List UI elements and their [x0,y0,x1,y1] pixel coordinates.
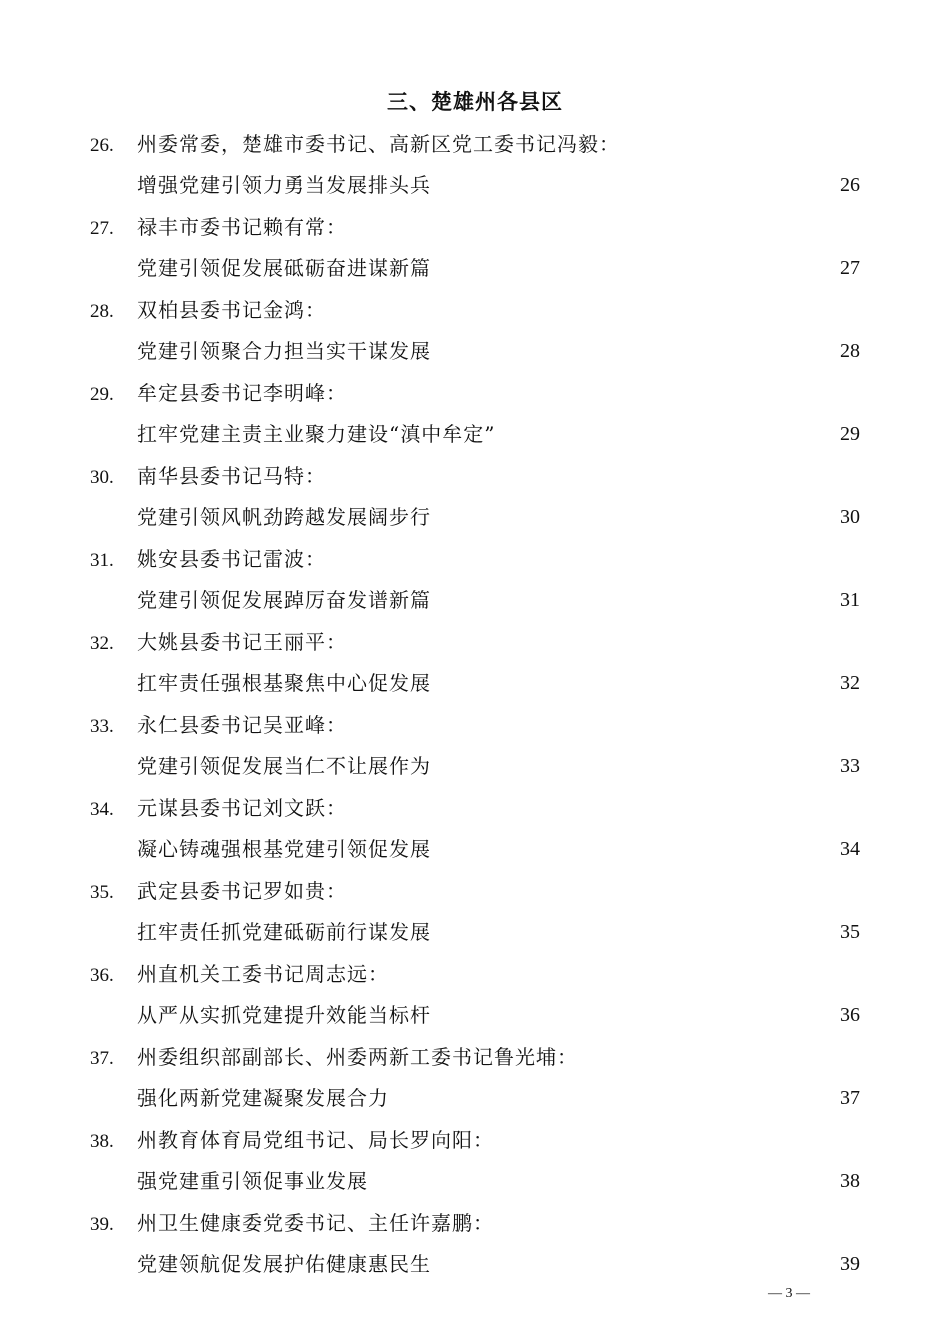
toc-entry-heading [90,1128,494,1154]
toc-entry-number: 28. [90,301,114,322]
toc-entry-title-line[interactable] [137,1169,860,1193]
toc-entry-number: 27. [90,218,114,239]
toc-entry-heading [90,298,326,324]
toc-entry-title-line[interactable] [137,837,860,861]
toc-entry-author: 州教育体育局党组书记、局长罗向阳： [137,1128,494,1152]
section-title: 三、楚雄州各县区 [387,90,563,114]
toc-entry-title-line[interactable] [137,1252,860,1276]
toc-entry [0,126,950,209]
toc-entry-heading [90,630,347,656]
toc-entry-title-line[interactable] [137,256,860,280]
toc-entry-title: 扛牢责任强根基聚焦中心促发展 [137,671,431,695]
toc-entry-page-number: 27 [840,257,860,279]
toc-entry [0,873,950,956]
table-of-contents [0,126,950,1288]
toc-entry-title-line[interactable] [137,754,860,778]
toc-entry-author: 州委组织部副部长、州委两新工委书记鲁光埔： [137,1045,578,1069]
toc-entry-heading [90,381,347,407]
toc-entry-heading [90,132,620,158]
toc-entry [0,541,950,624]
toc-entry-heading [90,879,347,905]
toc-entry-title: 强党建重引领促事业发展 [137,1169,368,1193]
toc-entry-title: 党建引领聚合力担当实干谋发展 [137,339,431,363]
toc-entry [0,707,950,790]
toc-entry-author: 州直机关工委书记周志远： [137,962,389,986]
toc-entry-number: 26. [90,135,114,156]
toc-entry-page-number: 39 [840,1253,860,1275]
toc-entry-heading [90,962,389,988]
toc-entry-title-line[interactable] [137,588,860,612]
toc-entry-title: 党建领航促发展护佑健康惠民生 [137,1252,431,1276]
toc-entry-page-number: 28 [840,340,860,362]
toc-entry-title: 强化两新党建凝聚发展合力 [137,1086,389,1110]
toc-entry-author: 州委常委，楚雄市委书记、高新区党工委书记冯毅： [137,132,620,156]
toc-entry-title-line[interactable] [137,920,860,944]
toc-entry-heading [90,547,326,573]
toc-entry-author: 元谋县委书记刘文跃： [137,796,347,820]
toc-entry-title: 扛牢党建主责主业聚力建设“滇中牟定” [137,422,496,446]
toc-entry-page-number: 33 [840,755,860,777]
toc-entry-page-number: 32 [840,672,860,694]
toc-entry-author: 双柏县委书记金鸿： [137,298,326,322]
toc-entry-title: 党建引领促发展当仁不让展作为 [137,754,431,778]
toc-entry-page-number: 37 [840,1087,860,1109]
toc-entry [0,624,950,707]
toc-entry-title: 党建引领促发展踔厉奋发谱新篇 [137,588,431,612]
toc-entry-page-number: 38 [840,1170,860,1192]
toc-entry-number: 36. [90,965,114,986]
toc-entry-heading [90,796,347,822]
toc-entry-number: 35. [90,882,114,903]
toc-entry-heading [90,464,326,490]
toc-entry-page-number: 36 [840,1004,860,1026]
toc-entry-page-number: 30 [840,506,860,528]
toc-entry [0,458,950,541]
toc-entry [0,956,950,1039]
toc-entry [0,790,950,873]
toc-entry-title: 从严从实抓党建提升效能当标杆 [137,1003,431,1027]
toc-entry [0,1122,950,1205]
toc-entry-number: 31. [90,550,114,571]
toc-entry [0,1205,950,1288]
toc-entry-author: 禄丰市委书记赖有常： [137,215,347,239]
toc-entry-number: 30. [90,467,114,488]
toc-entry-heading [90,215,347,241]
toc-entry-title-line[interactable] [137,1003,860,1027]
toc-entry-number: 33. [90,716,114,737]
toc-entry-page-number: 26 [840,174,860,196]
toc-entry-title: 扛牢责任抓党建砥砺前行谋发展 [137,920,431,944]
toc-entry-author: 南华县委书记马特： [137,464,326,488]
toc-entry-title-line[interactable] [137,1086,860,1110]
toc-entry-heading [90,713,347,739]
toc-entry-title: 凝心铸魂强根基党建引领促发展 [137,837,431,861]
toc-entry-title-line[interactable] [137,422,860,446]
toc-entry-heading [90,1211,494,1237]
toc-entry-page-number: 31 [840,589,860,611]
toc-entry [0,375,950,458]
toc-entry-heading [90,1045,578,1071]
toc-entry-number: 32. [90,633,114,654]
toc-entry-title-line[interactable] [137,505,860,529]
toc-entry-title-line[interactable] [137,671,860,695]
toc-entry-author: 永仁县委书记吴亚峰： [137,713,347,737]
toc-entry-number: 39. [90,1214,114,1235]
toc-entry [0,1039,950,1122]
toc-entry-title: 党建引领风帆劲跨越发展阔步行 [137,505,431,529]
toc-entry-author: 牟定县委书记李明峰： [137,381,347,405]
toc-entry-title-line[interactable] [137,173,860,197]
toc-entry [0,209,950,292]
toc-entry-page-number: 29 [840,423,860,445]
toc-entry-number: 38. [90,1131,114,1152]
toc-entry-title: 增强党建引领力勇当发展排头兵 [137,173,431,197]
toc-entry-author: 武定县委书记罗如贵： [137,879,347,903]
toc-entry [0,292,950,375]
toc-entry-number: 29. [90,384,114,405]
toc-entry-number: 37. [90,1048,114,1069]
toc-entry-author: 大姚县委书记王丽平： [137,630,347,654]
toc-entry-title: 党建引领促发展砥砺奋进谋新篇 [137,256,431,280]
toc-entry-number: 34. [90,799,114,820]
toc-entry-page-number: 35 [840,921,860,943]
page-number-footer: — 3 — [768,1286,810,1301]
toc-entry-title-line[interactable] [137,339,860,363]
toc-entry-author: 州卫生健康委党委书记、主任许嘉鹏： [137,1211,494,1235]
toc-entry-author: 姚安县委书记雷波： [137,547,326,571]
toc-entry-page-number: 34 [840,838,860,860]
